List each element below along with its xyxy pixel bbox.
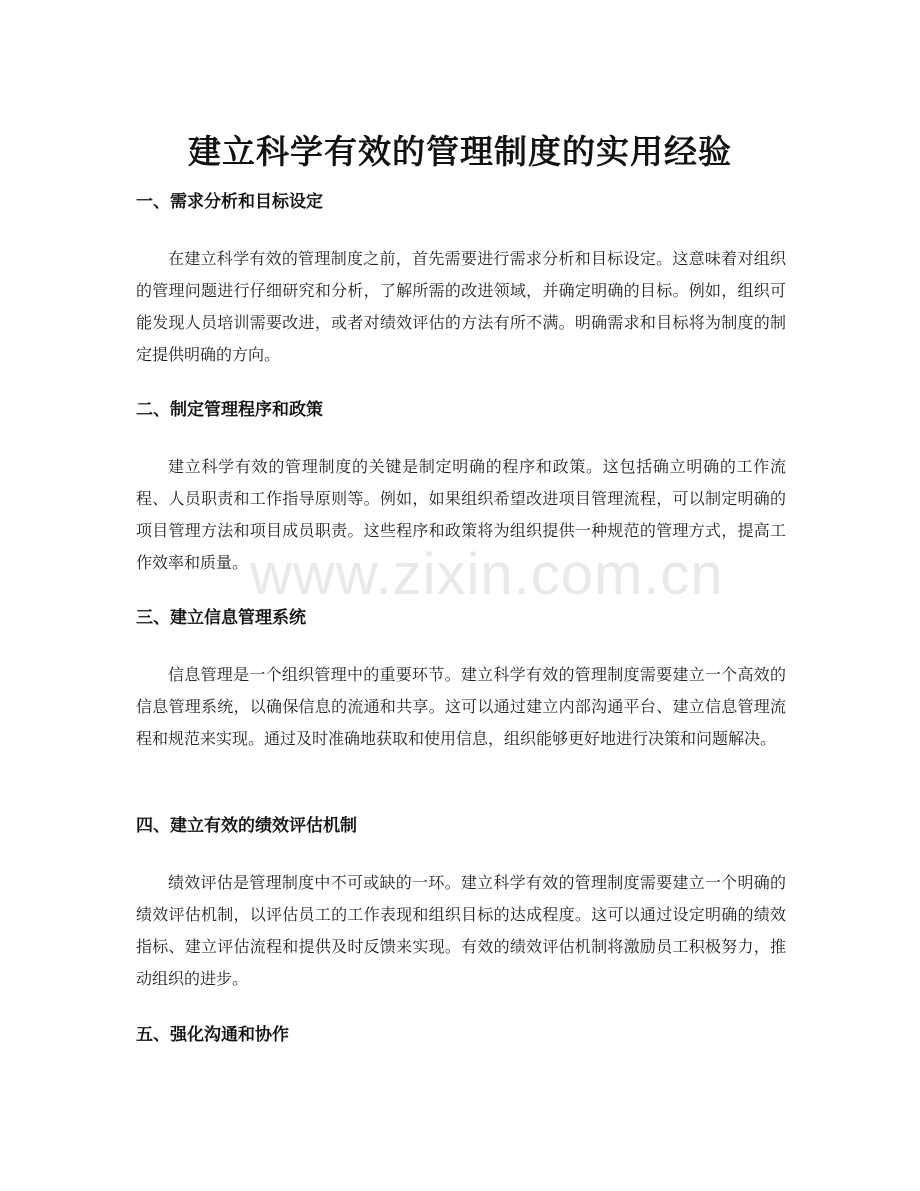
section-heading: 二、制定管理程序和政策 — [136, 400, 323, 420]
section-paragraph: 在建立科学有效的管理制度之前，首先需要进行需求分析和目标设定。这意味着对组织的管理问题进行仔细研究和分析，了解所需的改进领域，并确定明确的目标。例如，组织可能发现人员培训需要改进，或者对绩效评估的方法有所不满。明确需求和目标将为制度的制定提供明确的方向。 — [136, 249, 786, 364]
section-paragraph: 建立科学有效的管理制度的关键是制定明确的程序和政策。这包括确立明确的工作流程、人员职责和工作指导原则等。例如，如果组织希望改进项目管理流程，可以制定明确的项目管理方法和项目成员职责。这些程序和政策将为组织提供一种规范的管理方式，提高工作效率和质量。 — [136, 457, 786, 572]
section-5 — [136, 1022, 786, 1048]
section-3 — [136, 605, 786, 755]
document-title: 建立科学有效的管理制度的实用经验 — [188, 132, 732, 172]
section-4 — [136, 813, 786, 995]
section-1 — [136, 189, 786, 371]
section-paragraph: 信息管理是一个组织管理中的重要环节。建立科学有效的管理制度需要建立一个高效的信息管理系统，以确保信息的流通和共享。这可以通过建立内部沟通平台、建立信息管理流程和规范来实现。通过及时准确地获取和使用信息，组织能够更好地进行决策和问题解决。 — [136, 665, 786, 748]
watermark-text: www.zixin.com.cn — [250, 542, 724, 607]
section-heading: 四、建立有效的绩效评估机制 — [136, 816, 357, 836]
section-heading: 一、需求分析和目标设定 — [136, 192, 323, 212]
section-heading: 五、强化沟通和协作 — [136, 1025, 289, 1045]
section-heading: 三、建立信息管理系统 — [136, 608, 306, 628]
section-paragraph: 绩效评估是管理制度中不可或缺的一环。建立科学有效的管理制度需要建立一个明确的绩效评估机制，以评估员工的工作表现和组织目标的达成程度。这可以通过设定明确的绩效指标、建立评估流程和提供及时反馈来实现。有效的绩效评估机制将激励员工积极努力，推动组织的进步。 — [136, 873, 786, 988]
section-2 — [136, 397, 786, 579]
